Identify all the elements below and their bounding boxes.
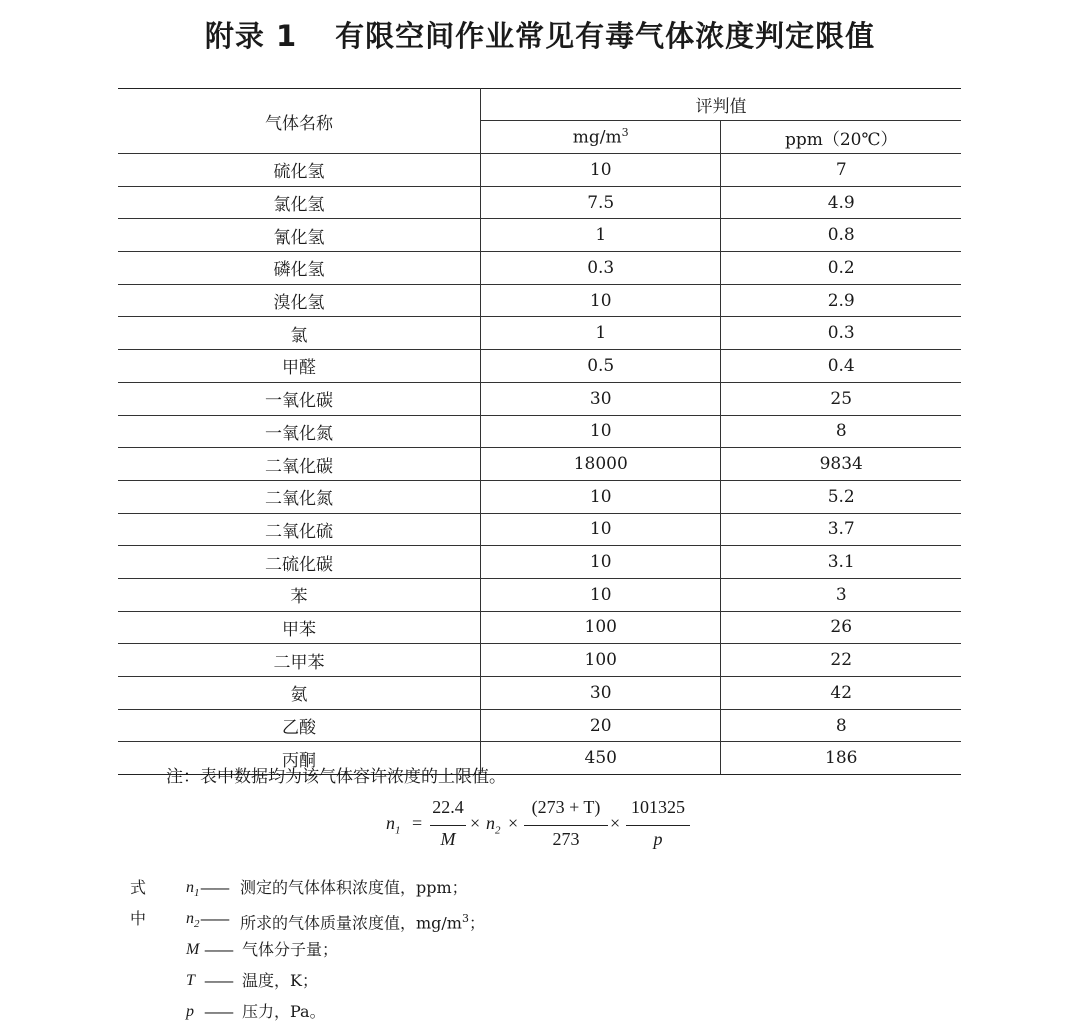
legend-description: 测定的气体体积浓度值，ppm；	[240, 878, 468, 897]
mg-value-cell: 100	[481, 611, 721, 644]
mg-value-cell: 0.3	[481, 252, 721, 285]
table-row	[118, 513, 961, 546]
mg-value-cell: 1	[481, 317, 721, 350]
table-row	[118, 644, 961, 677]
legend-symbol: p	[186, 1003, 194, 1020]
ppm-value-cell: 2.9	[721, 284, 961, 317]
gas-name-cell: 甲醛	[118, 350, 481, 383]
ppm-value-cell: 0.4	[721, 350, 961, 383]
table-row	[118, 154, 961, 187]
gas-name-cell: 一氧化氮	[118, 415, 481, 448]
mg-value-cell: 10	[481, 415, 721, 448]
mg-value-cell: 100	[481, 644, 721, 677]
ppm-value-cell: 0.2	[721, 252, 961, 285]
table-row	[118, 350, 961, 383]
legend-dash: ——	[200, 878, 228, 897]
ppm-value-cell: 186	[721, 742, 961, 775]
gas-name-cell: 硫化氢	[118, 154, 481, 187]
formula-lhs: $n_1$	[386, 813, 401, 837]
ppm-value-cell: 25	[721, 382, 961, 415]
header-gas-name: 气体名称	[118, 89, 481, 154]
mg-value-cell: 18000	[481, 448, 721, 481]
table-row	[118, 480, 961, 513]
legend-dash: ——	[204, 971, 232, 990]
formula-times-3: ×	[610, 813, 621, 833]
table-row	[118, 415, 961, 448]
mg-value-cell: 30	[481, 677, 721, 710]
mg-value-cell: 1	[481, 219, 721, 252]
legend-dash: ——	[204, 940, 232, 959]
table-note: 注：表中数据均为该气体容许浓度的上限值。	[166, 767, 506, 787]
mg-value-cell: 10	[481, 284, 721, 317]
formula-times-1: ×	[470, 813, 481, 833]
mg-value-cell: 450	[481, 742, 721, 775]
legend-description: 气体分子量；	[242, 940, 339, 959]
ppm-value-cell: 0.8	[721, 219, 961, 252]
gas-name-cell: 乙酸	[118, 709, 481, 742]
ppm-value-cell: 7	[721, 154, 961, 187]
title-main: 有限空间作业常见有毒气体浓度判定限值	[335, 19, 876, 53]
ppm-value-cell: 26	[721, 611, 961, 644]
mg-value-cell: 7.5	[481, 186, 721, 219]
limit-table	[118, 88, 961, 775]
gas-name-cell: 二硫化碳	[118, 546, 481, 579]
ppm-value-cell: 3.7	[721, 513, 961, 546]
gas-name-cell: 二氧化硫	[118, 513, 481, 546]
gas-name-cell: 氰化氢	[118, 219, 481, 252]
gas-name-cell: 磷化氢	[118, 252, 481, 285]
mg-value-cell: 0.5	[481, 350, 721, 383]
gas-name-cell: 溴化氢	[118, 284, 481, 317]
mg-value-cell: 10	[481, 546, 721, 579]
table-row	[118, 611, 961, 644]
legend-dash: ——	[204, 1002, 232, 1021]
legend-symbol: $n_2$	[186, 910, 200, 931]
gas-name-cell: 氯化氢	[118, 186, 481, 219]
header-ppm: ppm（20℃）	[721, 121, 961, 154]
ppm-value-cell: 8	[721, 415, 961, 448]
header-mg-m3: $mg/m^3$	[481, 121, 721, 154]
gas-name-cell: 一氧化碳	[118, 382, 481, 415]
gas-name-cell: 甲苯	[118, 611, 481, 644]
title-prefix: 附录 1	[204, 19, 298, 53]
legend-symbol: M	[186, 941, 200, 958]
gas-name-cell: 二氧化氮	[118, 480, 481, 513]
legend-dash: ——	[200, 909, 228, 928]
mg-value-cell: 10	[481, 480, 721, 513]
page-title	[0, 14, 1080, 55]
formula-times-2: ×	[508, 813, 519, 833]
ppm-value-cell: 3	[721, 578, 961, 611]
legend-symbol: T	[186, 972, 195, 989]
ppm-value-cell: 42	[721, 677, 961, 710]
gas-name-cell: 氨	[118, 677, 481, 710]
legend-label: 式中	[130, 878, 147, 928]
legend-description: 温度，K；	[242, 971, 318, 990]
table-row	[118, 578, 961, 611]
table-row	[118, 448, 961, 481]
table-body	[118, 154, 961, 775]
table-row	[118, 677, 961, 710]
table-row	[118, 219, 961, 252]
mg-value-cell: 10	[481, 513, 721, 546]
ppm-value-cell: 9834	[721, 448, 961, 481]
table-row	[118, 382, 961, 415]
ppm-value-cell: 8	[721, 709, 961, 742]
header-evaluation-value: 评判值	[481, 89, 962, 121]
ppm-value-cell: 0.3	[721, 317, 961, 350]
legend-description: 所求的气体质量浓度值，$mg/m^3$；	[240, 912, 485, 933]
table-row	[118, 709, 961, 742]
formula-n2: $n_2$	[486, 813, 501, 837]
ppm-value-cell: 22	[721, 644, 961, 677]
table-row	[118, 317, 961, 350]
gas-name-cell: 丙酮	[118, 742, 481, 775]
mg-value-cell: 30	[481, 382, 721, 415]
table-row	[118, 546, 961, 579]
ppm-value-cell: 3.1	[721, 546, 961, 579]
gas-name-cell: 二甲苯	[118, 644, 481, 677]
table-row	[118, 284, 961, 317]
ppm-value-cell: 5.2	[721, 480, 961, 513]
legend-symbol: $n_1$	[186, 879, 200, 900]
table-row	[118, 252, 961, 285]
mg-value-cell: 10	[481, 578, 721, 611]
gas-name-cell: 氯	[118, 317, 481, 350]
formula-equals: =	[412, 813, 423, 833]
mg-value-cell: 10	[481, 154, 721, 187]
gas-name-cell: 苯	[118, 578, 481, 611]
legend-description: 压力，Pa。	[242, 1002, 326, 1021]
ppm-value-cell: 4.9	[721, 186, 961, 219]
table-row	[118, 186, 961, 219]
gas-name-cell: 二氧化碳	[118, 448, 481, 481]
mg-value-cell: 20	[481, 709, 721, 742]
